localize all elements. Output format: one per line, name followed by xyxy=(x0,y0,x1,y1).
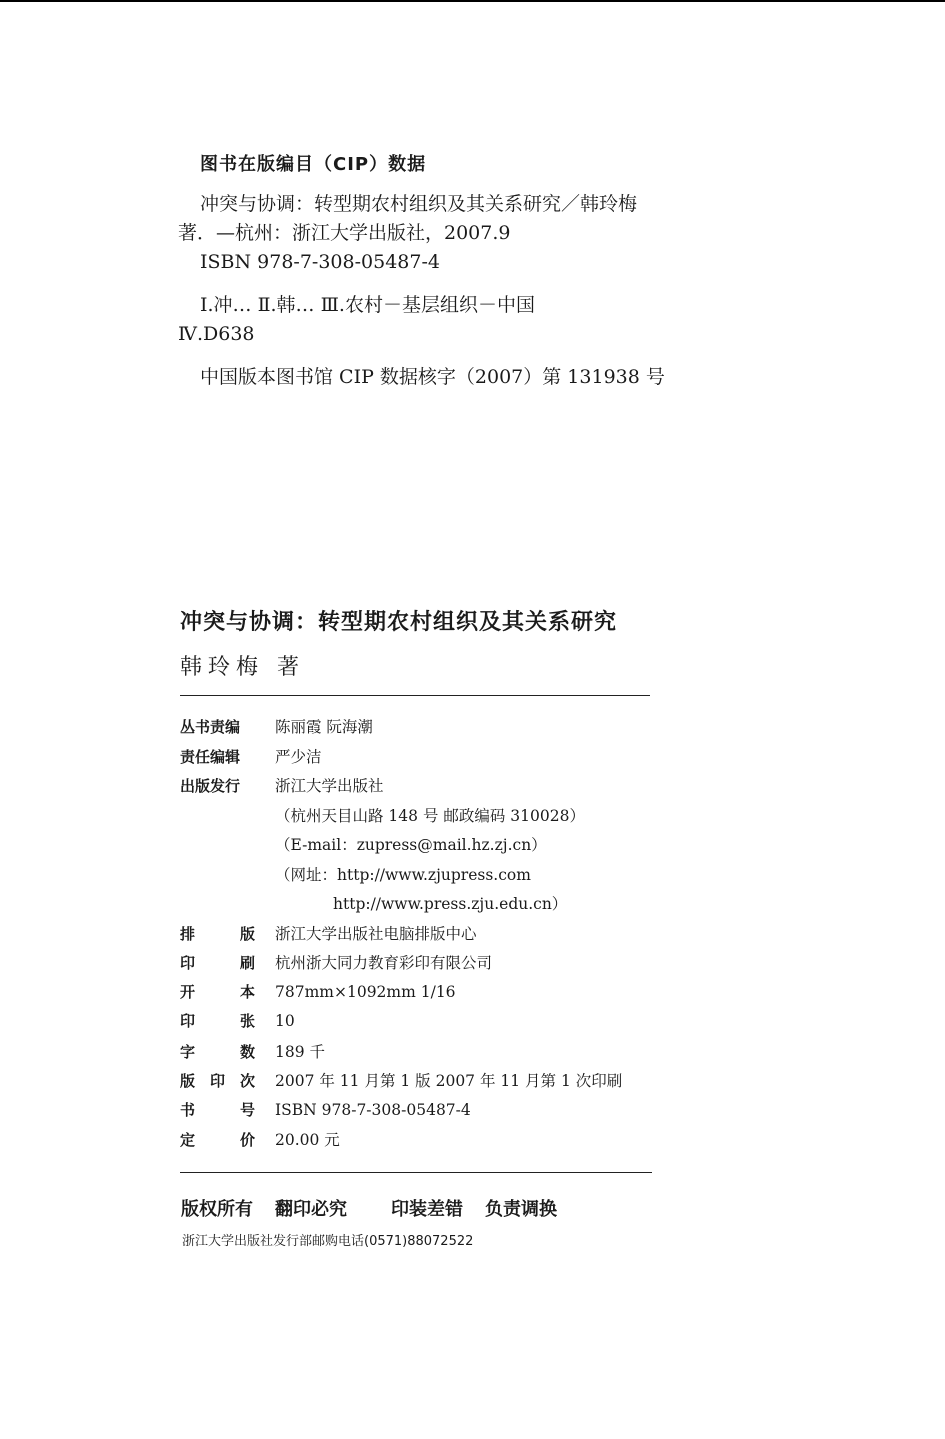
imprint-label: 版 印 次 xyxy=(180,1072,255,1090)
cip-isbn-line: ISBN 978-7-308-05487-4 xyxy=(200,251,440,273)
imprint-value: 2007 年 11 月第 1 版 2007 年 11 月第 1 次印刷 xyxy=(275,1072,623,1090)
imprint-label: 定 价 xyxy=(180,1131,255,1149)
imprint-row-publisher xyxy=(180,774,700,804)
cip-record-number-line: 中国版本图书馆 CIP 数据核字（2007）第 131938 号 xyxy=(200,366,665,388)
imprint-row-format xyxy=(180,981,700,1011)
book-author: 韩玲梅 著 xyxy=(180,655,305,680)
imprint-value: 10 xyxy=(275,1012,295,1030)
defect-notice: 印装差错 xyxy=(391,1199,463,1220)
imprint-value: 787mm×1092mm 1/16 xyxy=(275,982,456,1001)
cip-title-line: 冲突与协调：转型期农村组织及其关系研究／韩玲梅 xyxy=(200,193,638,215)
imprint-row-word-count xyxy=(180,1040,700,1070)
imprint-row-typesetting xyxy=(180,922,700,952)
imprint-label: 责任编辑 xyxy=(180,747,241,766)
imprint-value: 20.00 元 xyxy=(275,1131,340,1149)
imprint-value: 杭州浙大同力教育彩印有限公司 xyxy=(275,954,493,972)
cip-heading: 图书在版编目（CIP）数据 xyxy=(200,154,427,175)
piracy-notice: 翻印必究 xyxy=(275,1199,347,1220)
mail-order-hotline: 浙江大学出版社发行部邮购电话(0571)88072522 xyxy=(182,1234,474,1249)
imprint-value: 189 千 xyxy=(275,1042,326,1061)
imprint-value: 严少洁 xyxy=(275,747,322,766)
imprint-row-website xyxy=(180,863,700,893)
imprint-value: 浙江大学出版社 xyxy=(275,777,384,795)
imprint-value: 陈丽霞 阮海潮 xyxy=(275,718,373,736)
publisher-address: （杭州天目山路 148 号 邮政编码 310028） xyxy=(275,806,585,825)
imprint-label: 印 张 xyxy=(180,1012,255,1030)
imprint-label: 排 版 xyxy=(180,924,255,943)
imprint-row-website-2 xyxy=(180,892,700,922)
top-border xyxy=(0,0,945,2)
imprint-row-sheets xyxy=(180,1010,700,1040)
book-title: 冲突与协调：转型期农村组织及其关系研究 xyxy=(180,610,618,635)
imprint-label: 字 数 xyxy=(180,1042,255,1061)
imprint-row-printing xyxy=(180,951,700,981)
publisher-website: （网址：http://www.zjupress.com xyxy=(275,865,531,884)
publisher-email: （E-mail：zupress@mail.hz.zj.cn） xyxy=(275,836,547,854)
imprint-value: ISBN 978-7-308-05487-4 xyxy=(275,1100,471,1119)
imprint-row-series-editor xyxy=(180,715,700,745)
rights-reserved: 版权所有 xyxy=(181,1199,253,1220)
imprint-row-price xyxy=(180,1128,700,1158)
imprint-row-email xyxy=(180,833,700,863)
imprint-label: 印 刷 xyxy=(180,954,255,972)
imprint-label: 开 本 xyxy=(180,982,255,1001)
imprint-label: 书 号 xyxy=(180,1100,255,1119)
imprint-row-edition xyxy=(180,1069,700,1099)
cip-block xyxy=(178,150,760,392)
divider-bottom xyxy=(180,1172,652,1173)
cip-publisher-line: 著．—杭州：浙江大学出版社，2007.9 xyxy=(178,222,511,244)
copyright-notice xyxy=(181,1195,579,1221)
imprint-label: 丛书责编 xyxy=(180,718,241,736)
divider-top xyxy=(180,695,650,696)
imprint-table xyxy=(180,715,700,1158)
cip-subject-line: Ⅰ.冲… Ⅱ.韩… Ⅲ.农村－基层组织－中国 xyxy=(200,294,535,316)
imprint-row-responsible-editor xyxy=(180,745,700,775)
imprint-row-address xyxy=(180,804,700,834)
imprint-row-isbn xyxy=(180,1099,700,1129)
exchange-notice: 负责调换 xyxy=(485,1199,557,1220)
publisher-website-2: http://www.press.zju.edu.cn） xyxy=(333,895,568,913)
imprint-value: 浙江大学出版社电脑排版中心 xyxy=(275,924,477,943)
cip-classification-line: Ⅳ.D638 xyxy=(178,323,255,345)
imprint-label: 出版发行 xyxy=(180,777,241,795)
